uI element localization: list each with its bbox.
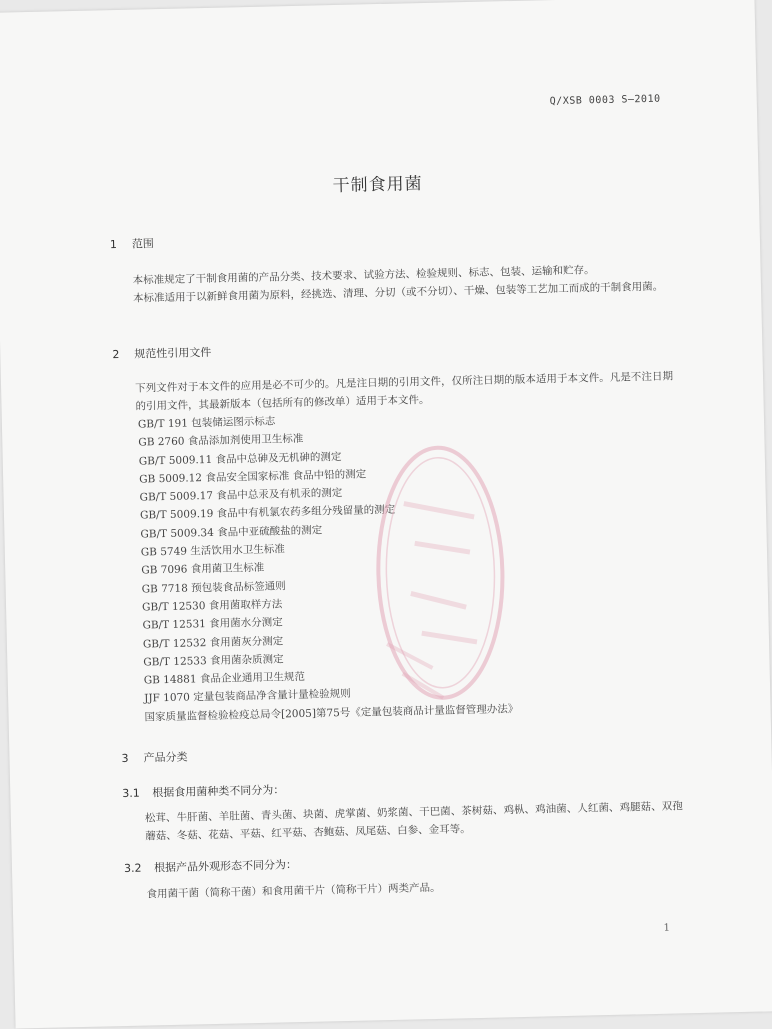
section-number: 3.1 bbox=[122, 786, 140, 801]
section-number: 3 bbox=[121, 751, 129, 766]
section-2-heading bbox=[112, 344, 211, 362]
paragraph: 本标准适用于以新鲜食用菌为原料，经挑选、清理、分切（或不分切）、干燥、包装等工艺加工而成的干制食用菌。 bbox=[132, 280, 664, 305]
section-number: 1 bbox=[109, 238, 118, 252]
reference-item: GB/T 12530 食用菌取样方法 bbox=[141, 598, 283, 614]
paragraph: 食用菌干菌（简称干菌）和食用菌干片（简称干片）两类产品。 bbox=[146, 881, 441, 901]
reference-item: GB 7718 预包装食品标签通则 bbox=[141, 579, 286, 596]
seal-stamp-icon bbox=[342, 421, 529, 725]
section-number: 3.2 bbox=[123, 861, 142, 876]
section-3-1-heading bbox=[122, 781, 284, 801]
reference-item: GB 5009.12 食品安全国家标准 食品中铅的测定 bbox=[139, 468, 367, 486]
reference-item: GB 2760 食品添加剂使用卫生标准 bbox=[138, 433, 304, 449]
section-1-heading bbox=[110, 235, 154, 252]
section-title: 根据产品外观形态不同分为： bbox=[153, 858, 298, 875]
reference-item: GB/T 12533 食用菌杂质测定 bbox=[143, 653, 284, 669]
reference-item: GB/T 12532 食用菌灰分测定 bbox=[142, 634, 284, 651]
standard-code: Q/XSB 0003 S—2010 bbox=[549, 93, 661, 108]
page-title: 干制食用菌 bbox=[332, 174, 423, 197]
reference-item: GB/T 5009.34 食品中亚硫酸盐的测定 bbox=[140, 524, 323, 541]
reference-item: GB 5749 生活饮用水卫生标准 bbox=[140, 543, 285, 559]
page-number: 1 bbox=[663, 922, 671, 934]
reference-item: GB/T 191 包装储运图示标志 bbox=[137, 415, 276, 431]
section-1-body bbox=[110, 259, 671, 308]
section-3-2-body bbox=[124, 873, 684, 904]
section-title: 范围 bbox=[131, 237, 155, 251]
reference-item: GB 14881 食品企业通用卫生规范 bbox=[143, 671, 306, 687]
reference-item: GB/T 5009.11 食品中总砷及无机砷的测定 bbox=[138, 450, 342, 468]
section-number: 2 bbox=[112, 347, 120, 362]
reference-item: JJF 1070 定量包装商品净含量计量检验规则 bbox=[144, 688, 351, 705]
section-3-1-body bbox=[123, 797, 684, 846]
paragraph: 本标准规定了干制食用菌的产品分类、技术要求、试验方法、检验规则、标志、包装、运输和贮存。 bbox=[132, 264, 595, 287]
reference-item: GB/T 5009.17 食品中总汞及有机汞的测定 bbox=[139, 487, 343, 504]
section-3-2-heading bbox=[124, 856, 297, 876]
section-title: 根据食用菌种类不同分为： bbox=[152, 783, 285, 800]
section-title: 规范性引用文件 bbox=[134, 345, 212, 361]
paragraph: 松茸、牛肝菌、羊肚菌、青头菌、块菌、虎掌菌、奶浆菌、干巴菌、茶树菇、鸡枞、鸡油菌、人红菌、鸡腿菇、双孢蘑菇、冬菇、花菇、平菇、红平菇、杏鲍菇、凤尾菇、白参、金耳等。 bbox=[144, 800, 683, 843]
reference-item: 国家质量监督检验检疫总局令[2005]第75号《定量包装商品计量监督管理办法》 bbox=[144, 702, 519, 724]
reference-item: GB 7096 食用菌卫生标准 bbox=[141, 562, 265, 577]
section-title: 产品分类 bbox=[143, 750, 188, 765]
paragraph: 下列文件对于本文件的应用是必不可少的。凡是注日期的引用文件，仅所注日期的版本适用于本文件。凡是不注日期的引用文件，其最新版本（包括所有的修改单）适用于本文件。 bbox=[135, 370, 674, 413]
section-3-heading bbox=[121, 749, 187, 766]
reference-item: GB/T 12531 食用菌水分测定 bbox=[142, 616, 283, 632]
reference-item: GB/T 5009.19 食品中有机氯农药多组分残留量的测定 bbox=[139, 504, 396, 523]
